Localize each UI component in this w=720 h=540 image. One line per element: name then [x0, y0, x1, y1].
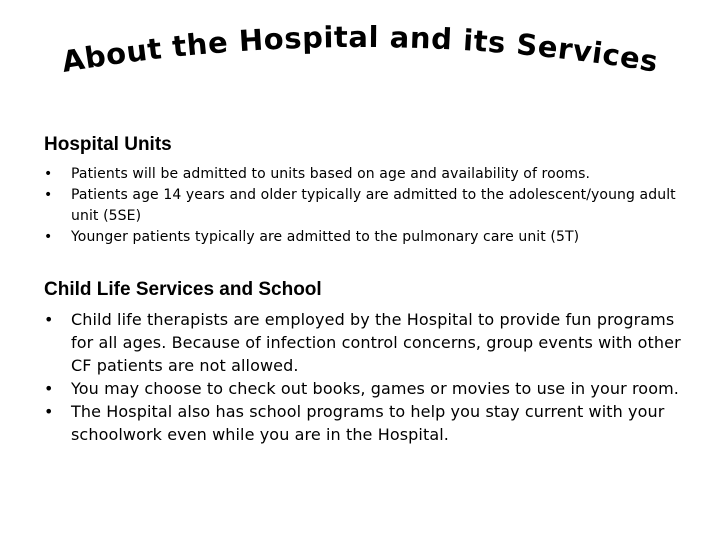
section-hospital-units — [44, 134, 684, 248]
bullet-icon: • — [44, 310, 54, 329]
section-child-life-services — [44, 279, 684, 446]
list-item — [44, 164, 684, 185]
list-item — [44, 227, 684, 248]
list-item — [44, 377, 684, 400]
bullet-icon: • — [44, 166, 53, 182]
list-item-text: Younger patients typically are admitted to the pulmonary care unit (5T) — [71, 229, 580, 245]
list-item — [44, 400, 684, 446]
section-heading: Child Life Services and School — [44, 279, 322, 300]
list-item-text: Patients age 14 years and older typically are admitted to the adolescent/young adult unit (5SE) — [71, 187, 676, 224]
bullet-icon: • — [44, 402, 54, 421]
bullet-list — [44, 164, 684, 248]
wordart-title — [40, 22, 680, 84]
list-item — [44, 185, 684, 227]
bullet-icon: • — [44, 187, 53, 203]
list-item — [44, 308, 684, 377]
list-item-text: Patients will be admitted to units based on age and availability of rooms. — [71, 166, 591, 182]
slide-title-text — [59, 22, 660, 79]
slide-title — [40, 22, 680, 84]
section-heading: Hospital Units — [44, 134, 172, 155]
bullet-icon: • — [44, 379, 54, 398]
list-item-text: You may choose to check out books, games or movies to use in your room. — [71, 379, 679, 398]
bullet-icon: • — [44, 229, 53, 245]
list-item-text: Child life therapists are employed by the Hospital to provide fun programs for all ages. Because of infection control concerns, group events with other CF patients are not allowed. — [71, 310, 681, 375]
bullet-list — [44, 308, 684, 446]
list-item-text: The Hospital also has school programs to help you stay current with your schoolwork even while you are in the Hospital. — [71, 402, 665, 444]
slide-title-textpath: About the Hospital and its Services — [59, 22, 661, 79]
